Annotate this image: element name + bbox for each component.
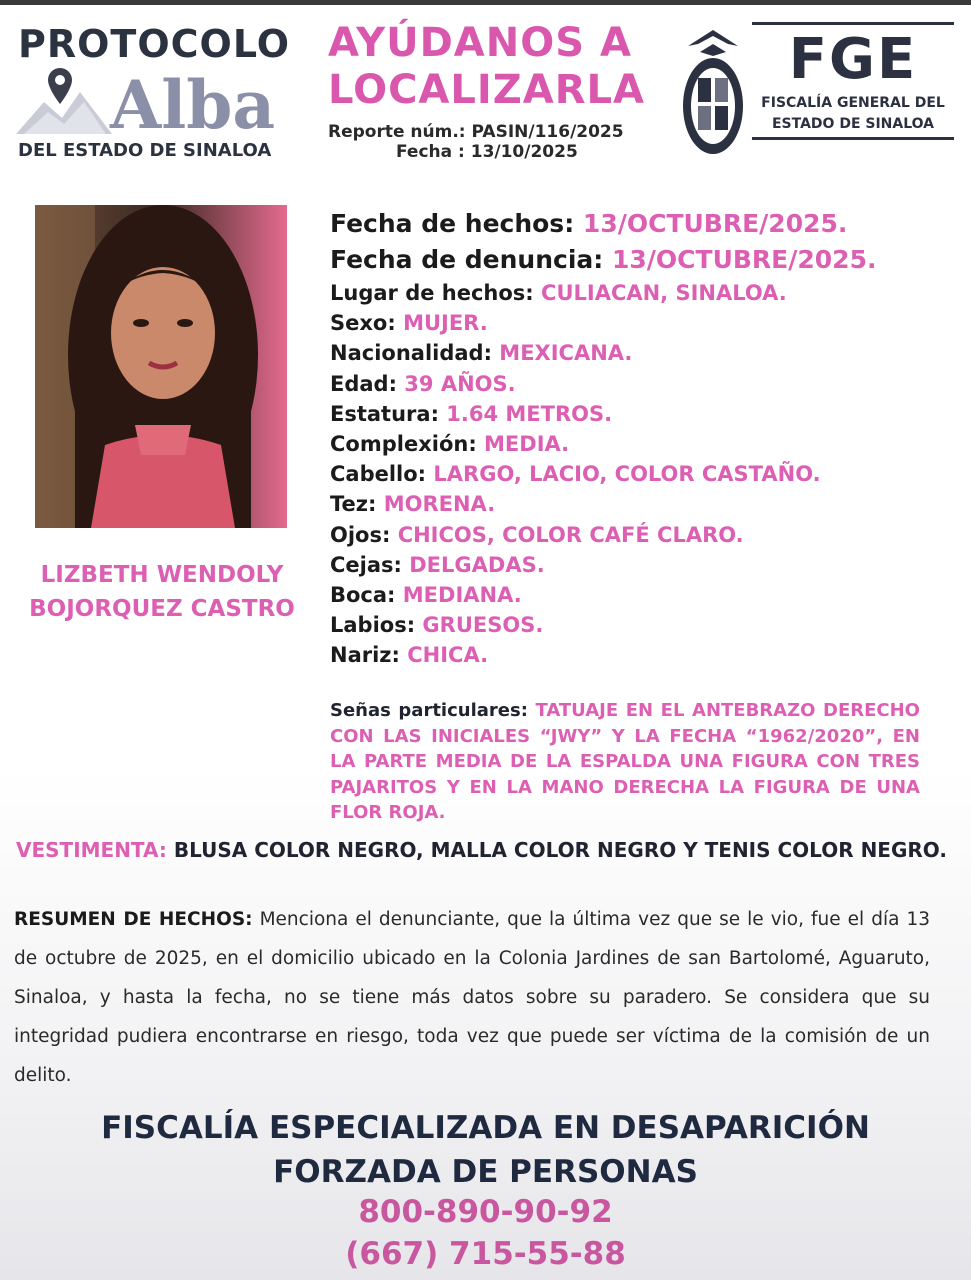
- field-fecha-hechos: [330, 206, 950, 242]
- person-name-line2: BOJORQUEZ CASTRO: [29, 596, 295, 622]
- field-complexion: [330, 429, 950, 459]
- field-label: Cejas:: [330, 552, 402, 577]
- report-number: Reporte núm.: PASIN/116/2025: [328, 122, 624, 142]
- field-cejas: [330, 550, 950, 580]
- report-date: Fecha : 13/10/2025: [396, 142, 578, 162]
- resumen-label: RESUMEN DE HECHOS:: [14, 909, 253, 930]
- field-value: CULIACAN, SINALOA.: [541, 281, 787, 305]
- field-label: Fecha de hechos:: [330, 209, 575, 238]
- field-labios: [330, 610, 950, 640]
- senas-label: Señas particulares:: [330, 700, 528, 721]
- headline-block: [328, 20, 673, 162]
- field-label: Boca:: [330, 583, 396, 608]
- field-value: 13/OCTUBRE/2025.: [582, 209, 848, 238]
- field-value: CHICOS, COLOR CAFÉ CLARO.: [397, 522, 744, 547]
- field-label: Labios:: [330, 613, 416, 638]
- field-value: CHICA.: [407, 643, 489, 668]
- fge-logo: [752, 22, 954, 140]
- logo-alba-line2: Alba: [110, 66, 276, 144]
- field-edad: [330, 369, 950, 399]
- location-pin-map-icon: [14, 62, 114, 142]
- field-value: DELGADAS.: [409, 552, 545, 577]
- field-label: Nacionalidad:: [330, 341, 492, 366]
- phone-number-1[interactable]: 800-890-90-92: [358, 1194, 613, 1230]
- footer-line1: FISCALÍA ESPECIALIZADA EN DESAPARICIÓN: [101, 1110, 870, 1146]
- footer-line2: FORZADA DE PERSONAS: [273, 1154, 698, 1190]
- vestimenta-value: BLUSA COLOR NEGRO, MALLA COLOR NEGRO Y TENIS COLOR NEGRO.: [173, 838, 947, 862]
- field-ojos: [330, 520, 950, 550]
- senas-value: TATUAJE EN EL ANTEBRAZO DERECHO CON LAS INICIALES “JWY” Y LA FECHA “1962/2020”, EN LA PARTE MEDIA DE LA ESPALDA UNA FIGURA CON TRES PAJARITOS Y EN LA MANO DERECHA LA FIGURA DE UNA FLOR ROJA.: [330, 700, 920, 823]
- field-value: GRUESOS.: [422, 613, 544, 638]
- vestimenta-label: VESTIMENTA:: [16, 838, 167, 862]
- field-label: Complexión:: [330, 432, 477, 457]
- field-label: Cabello:: [330, 462, 427, 487]
- logo-alba-line1: PROTOCOLO: [18, 22, 290, 66]
- footer-agency: [0, 1106, 971, 1194]
- field-tez: [330, 489, 950, 519]
- resumen-hechos: [14, 900, 930, 1095]
- headline-line1: AYÚDANOS A: [328, 20, 632, 66]
- field-sexo: [330, 308, 950, 338]
- fge-subtitle-2: ESTADO DE SINALOA: [771, 116, 935, 132]
- field-value: MEDIA.: [484, 432, 570, 457]
- field-label: Sexo:: [330, 311, 396, 336]
- field-value: MEDIANA.: [402, 583, 522, 608]
- field-label: Ojos:: [330, 522, 391, 547]
- person-name-line1: LIZBETH WENDOLY: [40, 562, 284, 588]
- field-value: 39 AÑOS.: [404, 371, 516, 396]
- field-boca: [330, 580, 950, 610]
- field-lugar: [330, 278, 950, 308]
- top-border: [0, 0, 971, 5]
- field-nacionalidad: [330, 338, 950, 368]
- sinaloa-seal-icon: [678, 26, 748, 162]
- field-value: 13/OCTUBRE/2025.: [612, 245, 877, 274]
- field-label: Nariz:: [330, 643, 400, 668]
- resumen-value: Menciona el denunciante, que la última vez que se le vio, fue el día 13 de octubre de 2025, en el domicilio ubicado en la Colonia Jardines de san Bartolomé, Aguaruto, Sinaloa, y hasta la fecha, no se tiene más datos sobre su paradero. Se considera que su integridad pudiera encontrarse en riesgo, toda vez que puede ser víctima de la comisión de un delito.: [14, 909, 930, 1086]
- field-nariz: [330, 640, 950, 670]
- vestimenta: [16, 835, 956, 865]
- headline-line2: LOCALIZARLA: [328, 67, 645, 113]
- missing-person-photo: [35, 205, 287, 528]
- fge-bottom-rule: [752, 137, 954, 140]
- senas-particulares: [330, 698, 920, 826]
- field-estatura: [330, 399, 950, 429]
- field-label: Lugar de hechos:: [330, 281, 534, 305]
- field-value: LARGO, LACIO, COLOR CASTAÑO.: [433, 462, 821, 487]
- field-value: MEXICANA.: [499, 341, 633, 366]
- phone-number-2[interactable]: (667) 715-55-88: [345, 1236, 626, 1272]
- field-label: Tez:: [330, 492, 377, 517]
- field-value: 1.64 METROS.: [446, 401, 613, 426]
- field-label: Edad:: [330, 371, 397, 396]
- field-value: MUJER.: [403, 311, 488, 336]
- protocolo-alba-logo: [14, 22, 304, 167]
- logo-alba-line3: DEL ESTADO DE SINALOA: [18, 140, 272, 161]
- description-fields: [330, 206, 950, 671]
- field-cabello: [330, 459, 950, 489]
- person-name: [6, 558, 318, 626]
- field-label: Estatura:: [330, 401, 439, 426]
- field-value: MORENA.: [383, 492, 496, 517]
- fge-title: FGE: [788, 27, 918, 92]
- field-fecha-denuncia: [330, 242, 950, 278]
- fge-subtitle-1: FISCALÍA GENERAL DEL: [761, 95, 945, 111]
- field-label: Fecha de denuncia:: [330, 245, 604, 274]
